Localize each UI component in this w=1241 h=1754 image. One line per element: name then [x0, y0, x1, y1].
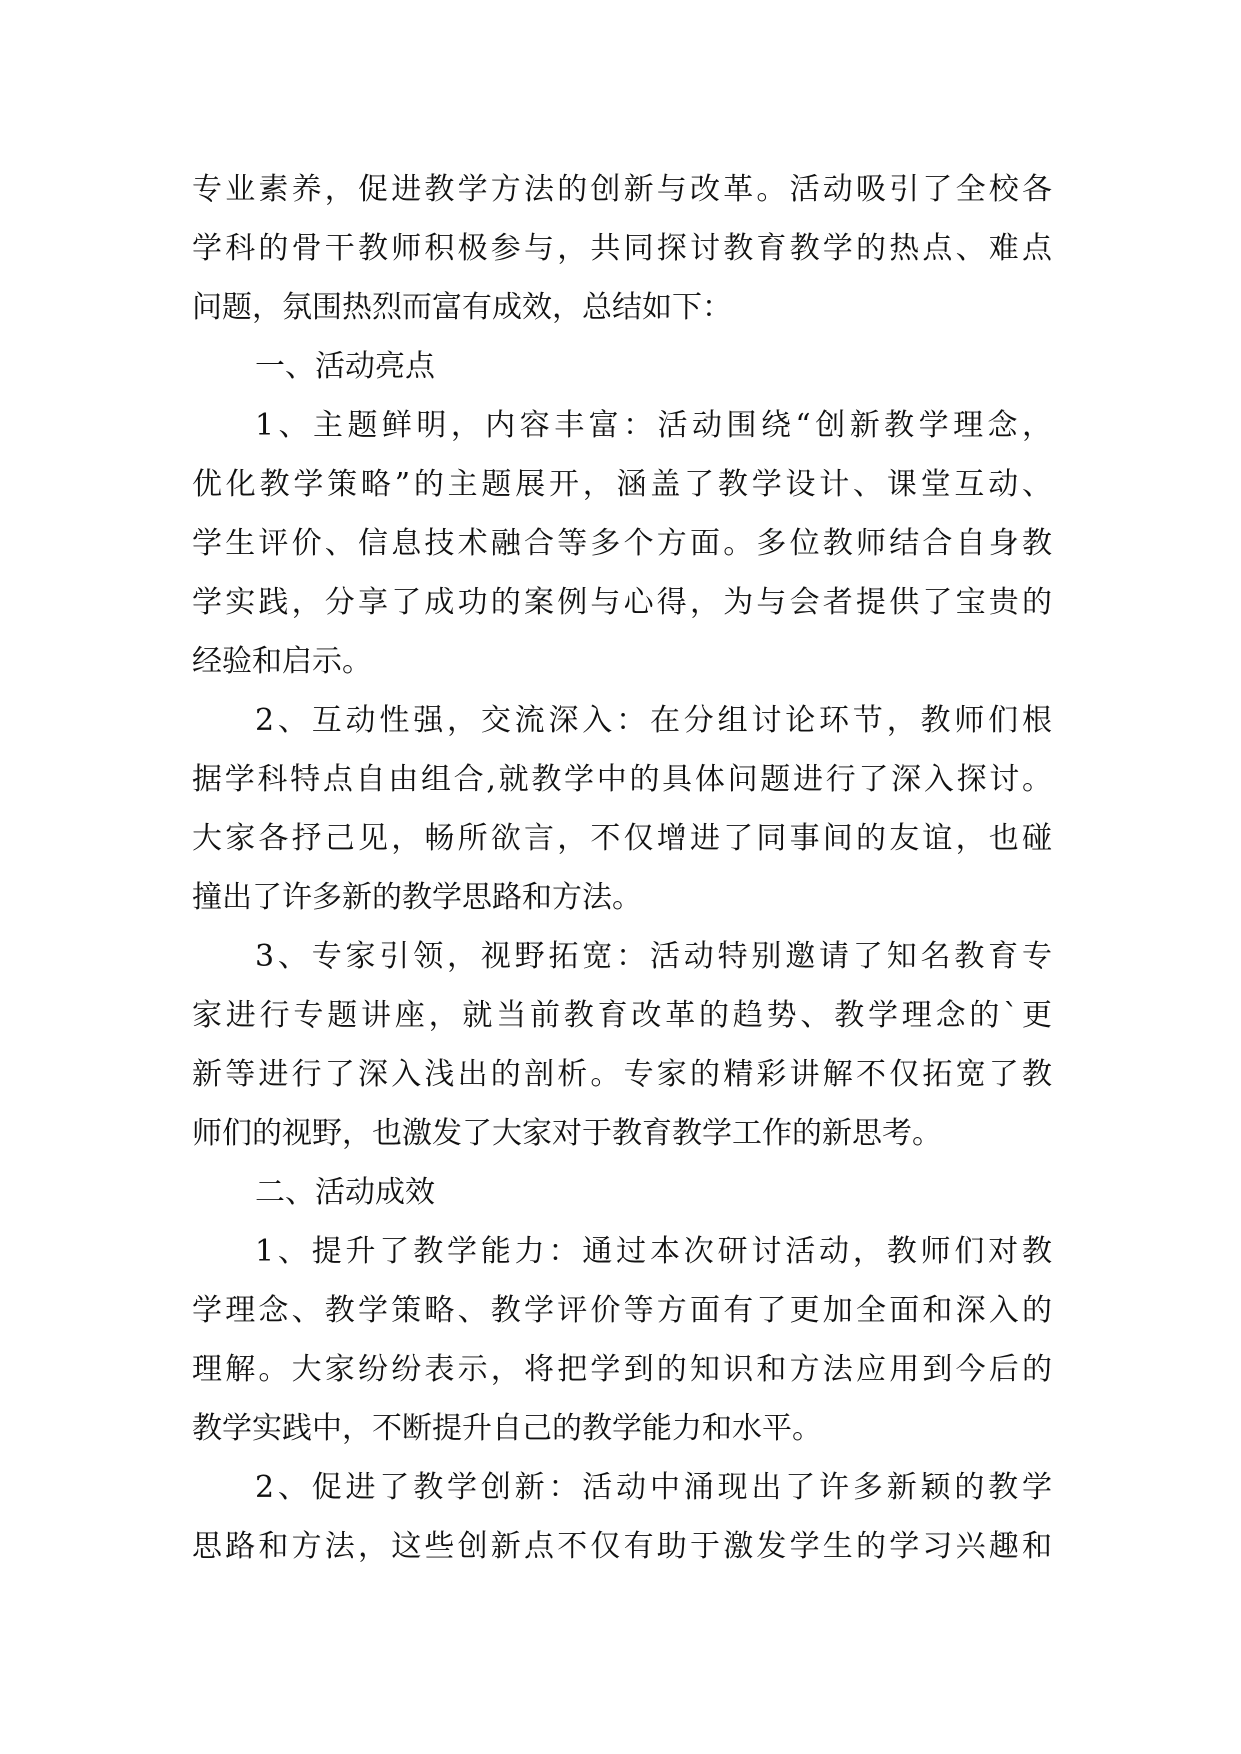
body-text-line: 优化教学策略”的主题展开，涵盖了教学设计、课堂互动、 — [192, 467, 1052, 502]
section-heading-highlights: 一、活动亮点 — [255, 349, 435, 384]
body-text-line: 教学实践中，不断提升自己的教学能力和水平。 — [192, 1411, 822, 1446]
body-text-line: 1、主题鲜明，内容丰富：活动围绕“创新教学理念， — [255, 408, 1052, 443]
body-text-line: 学实践，分享了成功的案例与心得，为与会者提供了宝贵的 — [192, 585, 1052, 620]
body-text-line: 1、提升了教学能力：通过本次研讨活动，教师们对教 — [255, 1234, 1052, 1269]
body-text-line: 专业素养，促进教学方法的创新与改革。活动吸引了全校各 — [192, 172, 1052, 207]
body-text-line: 学科的骨干教师积极参与，共同探讨教育教学的热点、难点 — [192, 231, 1052, 266]
body-text-line: 撞出了许多新的教学思路和方法。 — [192, 880, 642, 915]
body-text-line: 学理念、教学策略、教学评价等方面有了更加全面和深入的 — [192, 1293, 1052, 1328]
body-text-line: 大家各抒己见，畅所欲言，不仅增进了同事间的友谊，也碰 — [192, 821, 1052, 856]
body-text-line: 师们的视野，也激发了大家对于教育教学工作的新思考。 — [192, 1116, 942, 1151]
body-text-line: 新等进行了深入浅出的剖析。专家的精彩讲解不仅拓宽了教 — [192, 1057, 1052, 1092]
body-text-line: 2、互动性强，交流深入：在分组讨论环节，教师们根 — [255, 703, 1052, 738]
body-text-line: 问题，氛围热烈而富有成效，总结如下： — [192, 290, 732, 325]
body-text-line: 学生评价、信息技术融合等多个方面。多位教师结合自身教 — [192, 526, 1052, 561]
body-text-line: 家进行专题讲座，就当前教育改革的趋势、教学理念的`更 — [192, 998, 1052, 1033]
document-body — [192, 160, 1052, 1576]
body-text-line: 理解。大家纷纷表示，将把学到的知识和方法应用到今后的 — [192, 1352, 1052, 1387]
section-heading-results: 二、活动成效 — [255, 1175, 435, 1210]
body-text-line: 据学科特点自由组合,就教学中的具体问题进行了深入探讨。 — [192, 762, 1052, 797]
body-text-line: 经验和启示。 — [192, 644, 372, 679]
body-text-line: 2、促进了教学创新：活动中涌现出了许多新颖的教学 — [255, 1470, 1052, 1505]
body-text-line: 3、专家引领，视野拓宽：活动特别邀请了知名教育专 — [255, 939, 1052, 974]
body-text-line: 思路和方法，这些创新点不仅有助于激发学生的学习兴趣和 — [192, 1529, 1052, 1564]
